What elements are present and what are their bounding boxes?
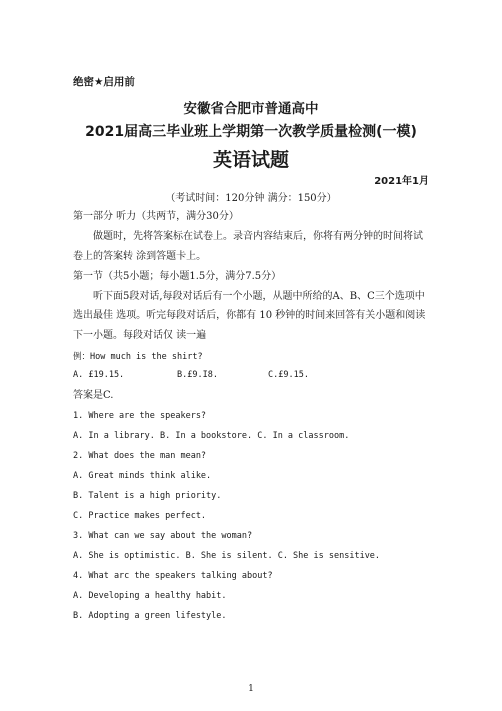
- question-line: A. Great minds think alike.: [73, 471, 212, 481]
- exam-date: 2021年1月: [374, 176, 429, 187]
- question-line: 3. What can we say about the woman?: [73, 531, 253, 541]
- question-line: 2. What does the man mean?: [73, 451, 207, 461]
- section1-instruction-2: 选出最佳 选项。听完每段对话后，你都有 10 秒钟的时间来回答有关小题和阅读: [73, 310, 426, 321]
- section1-title: 第一节（共5小题；每小题1.5分，满分7.5分）: [73, 271, 282, 282]
- example-option-b: B.£9.I8.: [177, 370, 218, 380]
- instruction-line-1: 做题时，先将答案标在试卷上。录音内容结束后，你将有两分钟的时间将试: [93, 231, 423, 242]
- exam-title: 2021届高三毕业班上学期第一次教学质量检测(一模): [85, 124, 417, 140]
- page-number: 1: [248, 684, 254, 694]
- instruction-line-2: 卷上的答案转 涂到答题卡上。: [73, 251, 207, 262]
- confidential-label: 绝密★启用前: [73, 76, 135, 88]
- part1-title: 第一部分 听力（共两节，满分30分）: [73, 211, 239, 222]
- question-line: A. Developing a healthy habit.: [73, 591, 227, 601]
- question-line: 4. What arc the speakers talking about?: [73, 571, 273, 581]
- example-question: 例：How much is the shirt?: [73, 352, 203, 362]
- question-line: C. Practice makes perfect.: [73, 511, 207, 521]
- school-title: 安徽省合肥市普通高中: [183, 101, 319, 117]
- section1-instruction-3: 下一小题。每段对话仅 读一遍: [73, 330, 207, 341]
- example-option-a: A. £19.15.: [73, 370, 125, 380]
- question-line: 1. Where are the speakers?: [73, 411, 207, 421]
- question-line: B. Talent is a high priority.: [73, 491, 222, 501]
- question-line: A. In a library. B. In a bookstore. C. In a classroom.: [73, 431, 350, 441]
- example-option-c: C.£9.15.: [268, 370, 309, 380]
- question-line: B. Adopting a green lifestyle.: [73, 611, 227, 621]
- section1-instruction-1: 听下面5段对话,每段对话后有一个小题，从题中所给的A、B、C三个选项中: [93, 291, 425, 302]
- subject-title: 英语试题: [212, 149, 289, 171]
- exam-info: （考试时间：120分钟 满分：150分）: [165, 193, 337, 204]
- example-answer: 答案是C.: [73, 390, 114, 401]
- question-line: A. She is optimistic. B. She is silent. C. She is sensitive.: [73, 551, 381, 561]
